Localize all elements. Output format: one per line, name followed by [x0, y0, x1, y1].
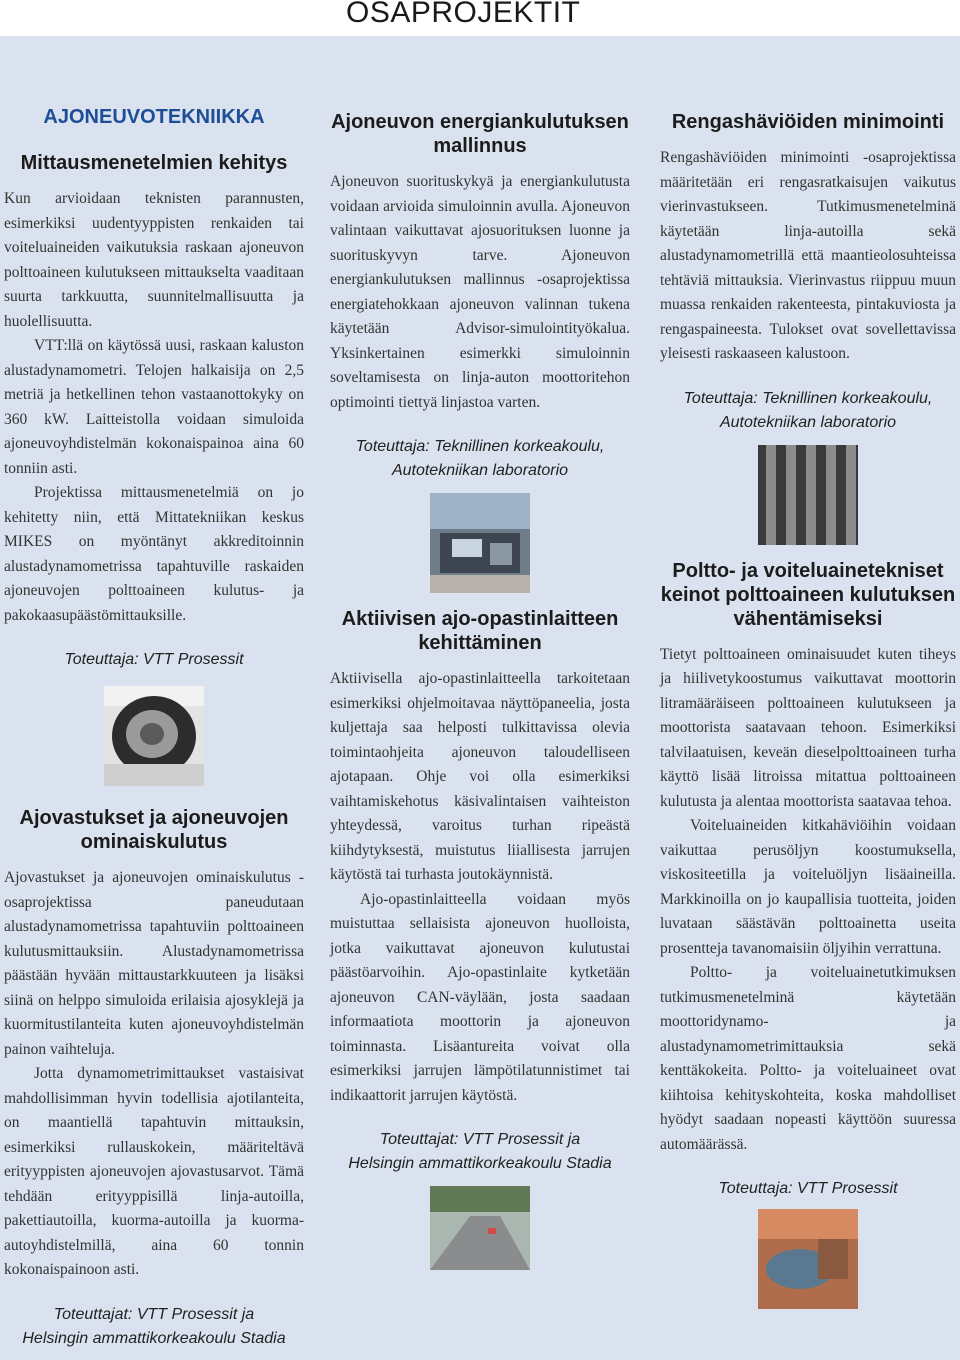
page-header [0, 0, 960, 36]
section-label: AJONEUVOTEKNIIKKA [43, 106, 265, 128]
article-heading-energiankulutus: Ajoneuvon energiankulutuksen mallinnus [331, 111, 629, 157]
column-2 [330, 40, 630, 1270]
column-1 [4, 40, 304, 1351]
article-heading-ajovastukset: Ajovastukset ja ajoneuvojen ominaiskulutus [19, 807, 289, 853]
article-paragraph: Tietyt polttoaineen ominaisuudet kuten tiheys ja hiilivetykoostumus vaikuttavat moottorin litramääräiseen polttoaineen kulutukseen ja moottorista saatavaan tehoon. Esimerkiksi talvilaatuisen, keveän dieselpolttoaineen turha käyttö lisää litroissa mitattua polttoaineen kulutusta ja alentaa moottorista saatavaa tehoa. [660, 645, 956, 810]
article-paragraph: Ajo-opastinlaitteella voidaan myös muistuttaa sellaisista ajoneuvon huolloista, jotka vaikuttavat ajoneuvon kulutustai päästöarvoihin. Ajo-opastinlaite kytketään ajoneuvon CAN-väylään, josta saadaan informaatiota moottorin ja ajoneuvon toiminnasta. Lisäantureita voivat olla esimerkiksi jarrujen lämpötilatunnistimet tai indikaattorit jarrujen käytöstä. [330, 890, 630, 1104]
credit-line: Toteuttaja: Teknillinen korkeakoulu, [683, 389, 933, 407]
page-title: OSAPROJEKTIT [346, 0, 581, 29]
tire-tread-photo [758, 445, 858, 545]
article-heading-ajo-opastin: Aktiivisen ajo-opastinlaitteen kehittäminen [341, 608, 619, 654]
wheel-photo [104, 686, 204, 786]
credit-line: Helsingin ammattikorkeakoulu Stadia [22, 1329, 286, 1347]
article-heading-mittausmenetelmat: Mittausmenetelmien kehitys [20, 152, 288, 174]
article-paragraph: Projektissa mittausmenetelmiä on jo kehitetty niin, että Mittatekniikan keskus MIKES on myöntänyt akkreditoinnin alustadynamometrissa tapahtuville raskaiden ajoneuvojen polttoaineen kulutus- ja pakokaasupäästömittauksille. [4, 484, 304, 624]
article-paragraph: Ajovastukset ja ajoneuvojen ominaiskulutus -osaprojektissa paneudutaan alustadynamometrissa tapahtuviin polttoaineen kulutusmittauksiin. Alustadynamometrissa päästään hyvään mittaustarkkuuteen ja lisäksi siinä on helppo simuloida erilaisia ajosyklejä ja kuormitustilanteita kuten ajoneuvoyhdistelmän painon vaihteluja. [4, 869, 304, 1058]
article-paragraph: Poltto- ja voiteluainetutkimuksen tutkimusmenetelminä käytetään moottoridynamo- ja alustadynamometrimittauksia sekä kenttäkokeita. Poltto- ja voiteluaineet ovat kiihtoisa kehityskohteita, koska mahdolliset hyödyt saadaan nopeasti käyttöön suuressa automäärässä. [660, 964, 956, 1153]
highway-photo [430, 1186, 530, 1270]
credit-line: Autotekniikan laboratorio [719, 413, 897, 431]
credit-line: Toteuttaja: VTT Prosessit [64, 651, 244, 668]
credit-line: Helsingin ammattikorkeakoulu Stadia [348, 1155, 612, 1172]
credit-line: Autotekniikan laboratorio [391, 462, 569, 479]
article-heading-poltto-voiteluaineet: Poltto- ja voiteluainetekniset keinot polttoaineen kulutuksen vähentämiseksi [660, 559, 956, 630]
article-paragraph: VTT:llä on käytössä uusi, raskaan kaluston alustadynamometri. Telojen halkaisija on 2,5 metriä ja hetkellinen tehon vastaanottokyky on 360 kW. Laitteistolla voidaan simuloida ajoneuvoyhdistelmän kokonaispainoa aina 60 tonniin asti. [4, 337, 304, 477]
credit-line: Toteuttajat: VTT Prosessit ja [379, 1131, 581, 1148]
credit-line: Toteuttajat: VTT Prosessit ja [53, 1305, 255, 1323]
article-paragraph: Jotta dynamometrimittaukset vastaisivat mahdollisimman hyvin todellisia ajotilanteita, on maantiellä tapahtuvin mittauksin, esimerkiksi rullauskokein, määriteltävä erityyppisten ajoneuvojen ajovastusarvot. Tämä tehdään erityyppisillä linja-autoilla, pakettiautoilla, kuorma-autoilla ja kuorma-autoyhdistelmillä, aina 60 tonnin kokonaispainoon asti. [4, 1065, 304, 1278]
article-paragraph: Rengashäviöiden minimointi -osaprojektissa määritetään eri rengasratkaisujen vaikutus vierinvastukseen. Tutkimusmenetelminä käytetään linja-autoilla sekä alustadynamometrillä että maantieolosuhteissa tehtäviä mittauksia. Vierinvastus riippuu muun muassa renkaiden rakenteesta, pintakuviosta ja rengaspaineesta. Tulokset ovat sovellettavissa yleisesti raskaaseen kalustoon. [660, 149, 956, 362]
column-3 [660, 40, 956, 1309]
credit-line: Toteuttaja: VTT Prosessit [718, 1180, 898, 1197]
bus-interior-photo [430, 493, 530, 593]
article-paragraph: Kun arvioidaan teknisten parannusten, esimerkiksi uudentyyppisten renkaiden tai voiteluaineiden vaikutuksia raskaan ajoneuvon polttoaineen kulutukseen mittaukselta vaaditaan suurta tarkkuutta, suunnitelmallisuutta ja huolellisuutta. [4, 190, 304, 330]
engine-photo [758, 1209, 858, 1309]
article-paragraph: Aktiivisella ajo-opastinlaitteella tarkoitetaan esimerkiksi ohjelmoitavaa näyttöpaneelia, josta kuljettaja saa helposti tulkittavissa olevia toimintaohjeita ajoneuvon taloudelliseen ajotapaan. Ohje voi olla esimerkiksi vaihtamiskehotus käsivalintaisen vaihteiston yhteydessä, varoitus turhan ripeästä kiihdytyksestä, muistutus liiallisesta jarrujen käytöstä tai turhasta joutokäynnistä. [330, 670, 630, 883]
article-paragraph: Ajoneuvon suorituskykyä ja energiankulutusta voidaan arvioida simuloinnin avulla. Ajoneuvon valintaan vaikuttavat ajosuorituksen luonne ja suorituskyvyn tarve. Ajoneuvon energiankulutuksen mallinnus -osaprojektissa energiatehokkaan ajoneuvon valinnan tukena käytetään Advisor-simulointityökalua. Yksinkertainen esimerkki simuloinnin soveltamisesta on linja-auton moottoritehon optimointi tiettyä linjastoa varten. [330, 173, 630, 411]
article-heading-rengashaviot: Rengashäviöiden minimointi [671, 111, 945, 133]
article-paragraph: Voiteluaineiden kitkahäviöihin voidaan vaikuttaa perusöljyn koostumuksella, viskositeetilla ja voiteluöljyn lisäaineilla. Markkinoilla on jo kaupallisia tuotteita, joiden luvataan säästävän polttoainetta useita prosentteja tavanomaisiin öljyihin verrattuna. [660, 817, 956, 957]
credit-line: Toteuttaja: Teknillinen korkeakoulu, [355, 438, 605, 455]
